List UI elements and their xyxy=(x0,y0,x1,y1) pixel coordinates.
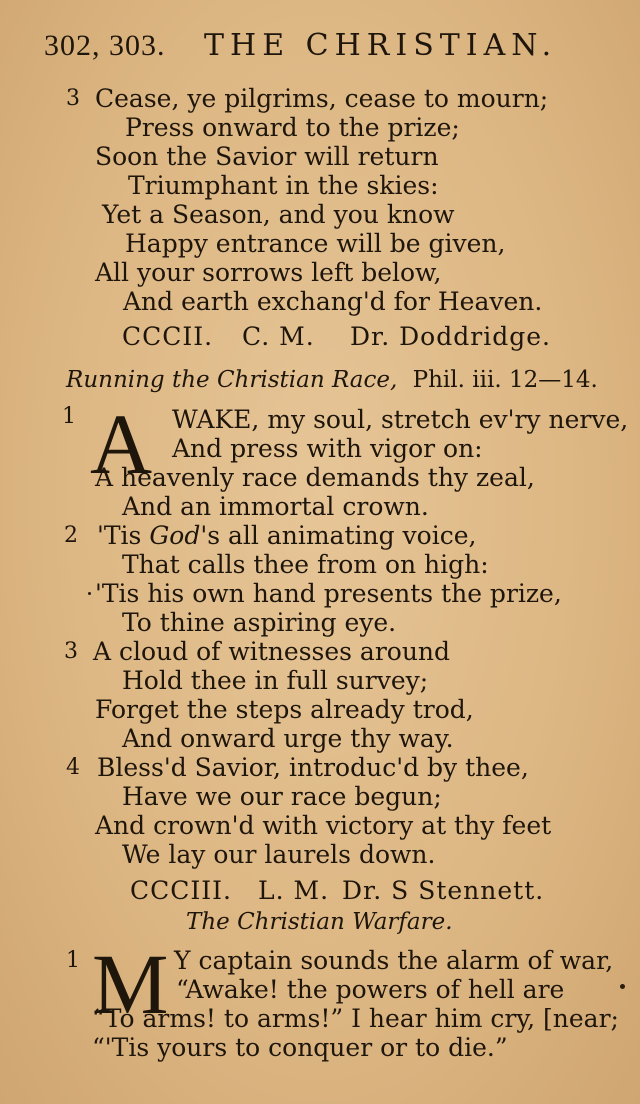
hymn-meter: L. M. xyxy=(258,876,330,905)
hymn-author: Dr. S Stennett. xyxy=(342,876,545,905)
verse-line: Cease, ye pilgrims, cease to mourn; xyxy=(95,84,549,113)
verse-italic-word: God xyxy=(149,521,201,550)
hymn-title xyxy=(66,367,598,393)
verse-fragment: 'Tis xyxy=(97,521,142,550)
book-title: THE CHRISTIAN. xyxy=(204,28,558,63)
drop-cap: A xyxy=(90,396,153,492)
verse-line xyxy=(97,521,476,551)
verse-line: Bless'd Savior, introduc'd by thee, xyxy=(97,753,529,782)
verse-line: Forget the steps already trod, xyxy=(95,695,474,724)
running-head xyxy=(44,28,604,63)
verse-line: Press onward to the prize; xyxy=(125,113,460,142)
verse-line: All your sorrows left below, xyxy=(95,258,442,287)
verse-line: And earth exchang'd for Heaven. xyxy=(123,287,543,316)
verse-line: A heavenly race demands thy zeal, xyxy=(95,463,535,492)
verse-line: We lay our laurels down. xyxy=(122,840,436,869)
verse-line: And press with vigor on: xyxy=(172,434,483,463)
stanza-number: 3 xyxy=(66,86,80,111)
ink-speck xyxy=(88,592,91,595)
verse-line: A cloud of witnesses around xyxy=(93,637,451,666)
verse-line: And crown'd with victory at thy feet xyxy=(95,811,552,840)
verse-line: “To arms! to arms!” I hear him cry, [near; xyxy=(92,1004,619,1033)
ink-speck xyxy=(620,984,625,989)
stanza-number: 2 xyxy=(64,523,78,548)
hymn-title-italic: The Christian Warfare. xyxy=(186,909,453,935)
verse-line: Hold thee in full survey; xyxy=(122,666,429,695)
verse-line: “'Tis yours to conquer or to die.” xyxy=(92,1033,508,1062)
verse-line: Have we our race begun; xyxy=(122,782,442,811)
verse-line: Soon the Savior will return xyxy=(95,142,439,171)
verse-line: Y captain sounds the alarm of war, xyxy=(174,946,614,975)
stanza-number: 3 xyxy=(64,639,78,664)
verse-line: Yet a Season, and you know xyxy=(102,200,455,229)
verse-line: Happy entrance will be given, xyxy=(125,229,506,258)
verse-fragment: 's all animating voice, xyxy=(200,521,477,550)
hymn-number: CCCIII. xyxy=(130,876,232,905)
verse-line: Triumphant in the skies: xyxy=(128,171,439,200)
hymn-title xyxy=(186,909,453,935)
verse-line: That calls thee from on high: xyxy=(122,550,489,579)
scripture-reference: Phil. iii. 12—14. xyxy=(412,367,598,393)
stanza-number: 1 xyxy=(62,404,76,429)
stanza-number: 4 xyxy=(66,755,80,780)
verse-line: “Awake! the powers of hell are xyxy=(176,975,565,1004)
hymn-author: Dr. Doddridge. xyxy=(350,322,551,351)
hymn-title-italic: Running the Christian Race, xyxy=(66,367,398,393)
verse-line: And an immortal crown. xyxy=(122,492,429,521)
page-numbers: 302, 303. xyxy=(44,29,166,62)
verse-line: To thine aspiring eye. xyxy=(122,608,397,637)
verse-line: WAKE, my soul, stretch ev'ry nerve, xyxy=(172,405,629,434)
hymn-number: CCCII. xyxy=(122,322,214,351)
verse-line: 'Tis his own hand presents the prize, xyxy=(95,579,562,608)
drop-cap: M xyxy=(92,936,169,1032)
verse-line: And onward urge thy way. xyxy=(122,724,454,753)
stanza-number: 1 xyxy=(66,948,80,973)
hymn-meter: C. M. xyxy=(242,322,315,351)
